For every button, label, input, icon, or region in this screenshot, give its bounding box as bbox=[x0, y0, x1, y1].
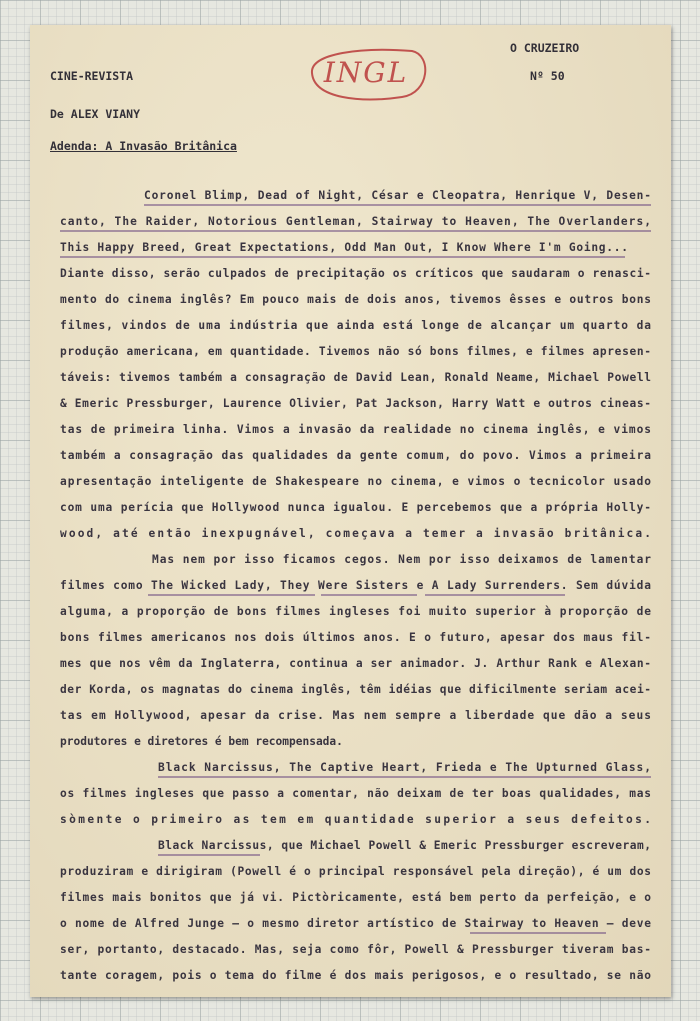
body-line: Black Narcissus, The Captive Heart, Frieda e The Upturned Glass, bbox=[158, 761, 652, 774]
body-line: tas de primeira linha. Vimos a invasão da realidade no cinema inglês, e vimos bbox=[60, 423, 652, 436]
section-title: Adenda: A Invasão Britânica bbox=[50, 139, 237, 153]
body-line: This Happy Breed, Great Expectations, Odd Man Out, I Know Where I'm Going... bbox=[60, 241, 629, 254]
body-line: táveis: tivemos também a consagração de David Lean, Ronald Neame, Michael Powell bbox=[60, 371, 652, 384]
body-line: wood, até então inexpugnável, começava a temer a invasão britânica. bbox=[60, 527, 654, 540]
body-line: bons filmes americanos nos dois últimos anos. E o futuro, apesar dos maus fil- bbox=[60, 631, 652, 644]
body-line: Diante disso, serão culpados de precipitação os críticos que saudaram o renasci- bbox=[60, 267, 652, 280]
typewritten-page bbox=[30, 25, 671, 997]
header-right-title: O CRUZEIRO bbox=[510, 41, 580, 55]
body-line: tas em Hollywood, apesar da crise. Mas nem sempre a liberdade que dão a seus bbox=[60, 709, 653, 722]
body-line: tante coragem, pois o tema do filme é dos mais perigosos, e o resultado, se não bbox=[60, 969, 652, 982]
body-line: produção americana, em quantidade. Tivemos não só bons filmes, e filmes apresen- bbox=[60, 345, 652, 358]
body-line: também a consagração das qualidades da gente comum, do povo. Vimos a primeira bbox=[60, 449, 652, 462]
body-line: produziram e dirigiram (Powell é o principal responsável pela direção), é um dos bbox=[60, 865, 652, 878]
body-line: sòmente o primeiro as tem em quantidade superior a seus defeitos. bbox=[60, 813, 654, 826]
body-line: Mas nem por isso ficamos cegos. Nem por isso deixamos de lamentar bbox=[152, 553, 652, 566]
body-line: os filmes ingleses que passo a comentar, não deixam de ter boas qualidades, mas bbox=[60, 787, 652, 800]
body-line: com uma perícia que Hollywood nunca igualou. E percebemos que a própria Holly- bbox=[60, 501, 652, 514]
body-line: Coronel Blimp, Dead of Night, César e Cleopatra, Henrique V, Desen- bbox=[144, 189, 652, 202]
body-line: Black Narcissus, que Michael Powell & Emeric Pressburger escreveram, bbox=[158, 839, 652, 852]
handwritten-annotation bbox=[302, 43, 430, 103]
header-left: CINE-REVISTA bbox=[50, 69, 134, 83]
body-line: filmes mais bonitos que já vi. Pictòricamente, está bem perto da perfeição, e o bbox=[60, 891, 652, 904]
body-line: mento do cinema inglês? Em pouco mais de dois anos, tivemos êsses e outros bons bbox=[60, 293, 652, 306]
body-line: mes que nos vêm da Inglaterra, continua a ser animador. J. Arthur Rank e Alexan- bbox=[60, 657, 652, 670]
body-line: & Emeric Pressburger, Laurence Olivier, Pat Jackson, Harry Watt e outros cineas- bbox=[60, 397, 652, 410]
body-line: filmes como The Wicked Lady, They Were Sisters e A Lady Surrenders. Sem dúvida bbox=[60, 579, 652, 592]
body-line: der Korda, os magnatas do cinema inglês, têm idéias que dificilmente seriam acei- bbox=[60, 683, 652, 696]
body-line: alguma, a proporção de bons filmes ingleses foi muito superior à proporção de bbox=[60, 605, 652, 618]
body-line: o nome de Alfred Junge — o mesmo diretor artístico de Stairway to Heaven — deve bbox=[60, 917, 652, 930]
body-line: canto, The Raider, Notorious Gentleman, Stairway to Heaven, The Overlanders, bbox=[60, 215, 653, 228]
body-line: ser, portanto, destacado. Mas, seja como fôr, Powell & Pressburger tiveram bas- bbox=[60, 943, 652, 956]
body-line: produtores e diretores é bem recompensada. bbox=[60, 735, 343, 748]
body-line: apresentação inteligente de Shakespeare no cinema, e vimos o tecnicolor usado bbox=[60, 475, 652, 488]
handwritten-mark: INGL bbox=[323, 56, 409, 89]
header-right-number: Nº 50 bbox=[530, 69, 565, 83]
body-line: filmes, vindos de uma indústria que ainda está longe de alcançar um quarto da bbox=[60, 319, 652, 332]
byline: De ALEX VIANY bbox=[50, 107, 141, 121]
